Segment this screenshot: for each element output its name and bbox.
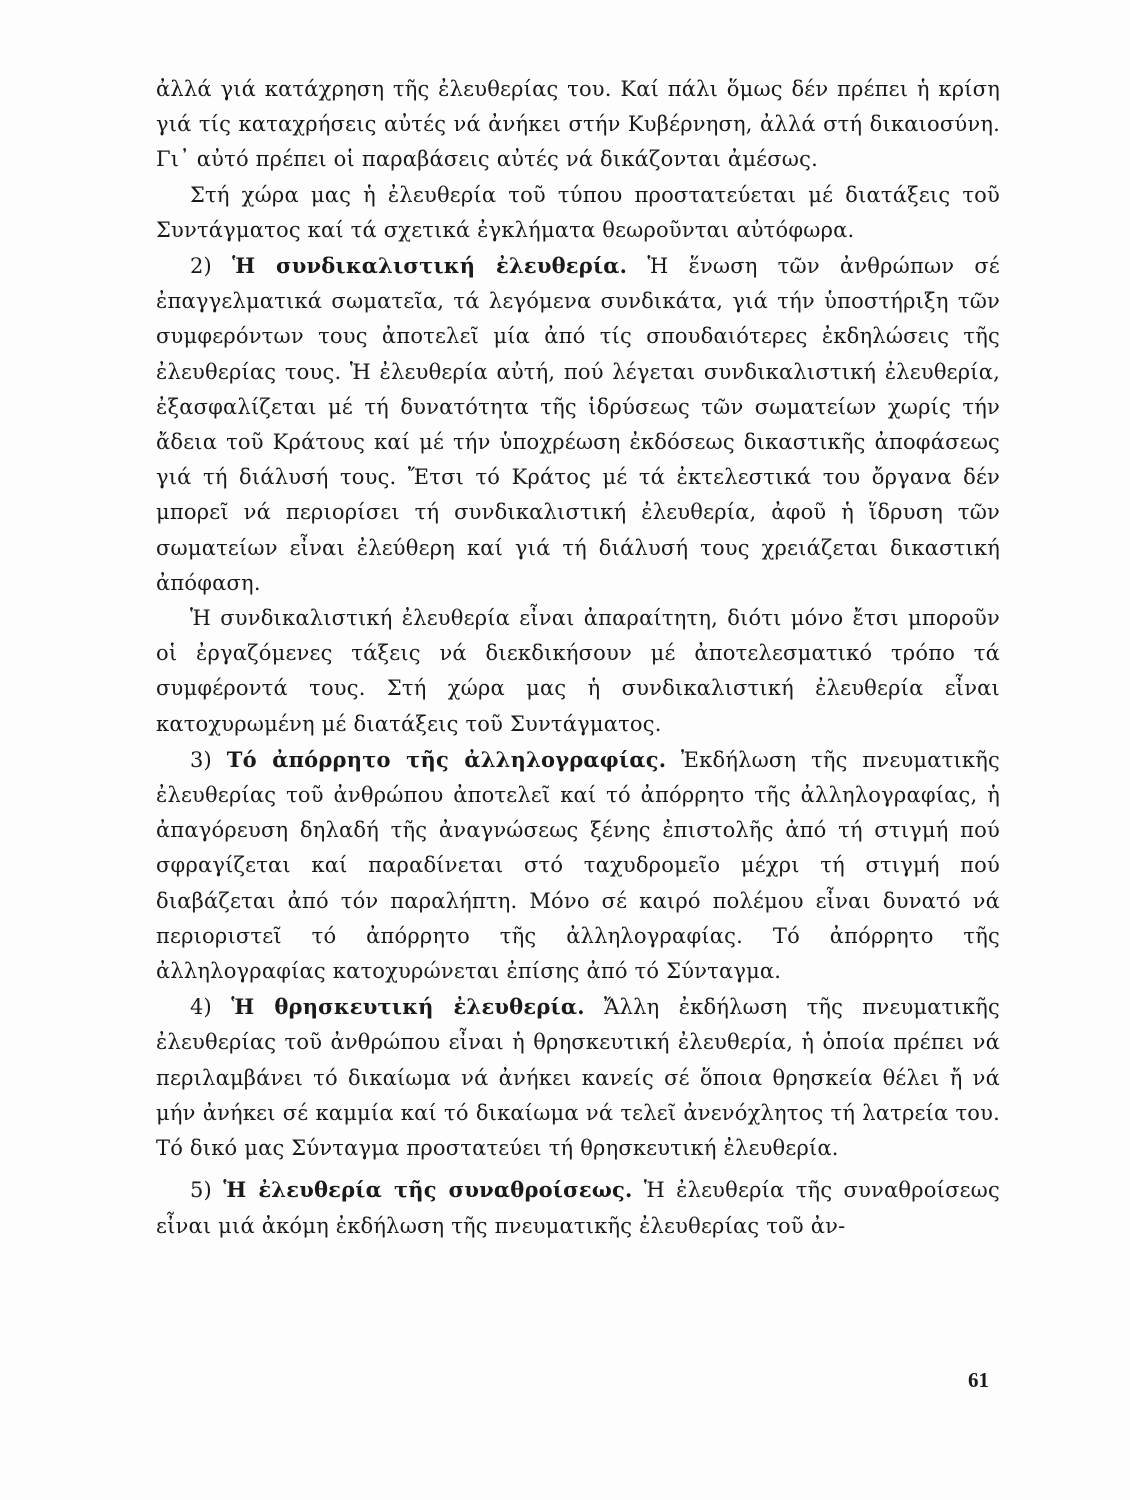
paragraph-text: Ἐκδήλωση τῆς πνευματικῆς ἐλευθερίας τοῦ ἀνθρώπου ἀποτελεῖ καί τό ἀπόρρητο τῆς ἀλληλογραφίας, ἡ ἀπαγόρευση δηλαδή τῆς ἀναγνώσεως ξένης ἐπιστολῆς ἀπό τή στιγμή πού σφραγίζεται καί παραδίνεται στό ταχυδρομεῖο μέχρι τή στιγμή πού διαβάζεται ἀπό τόν παραλήπτη. Μόνο σέ καιρό πολέμου εἶναι δυνατό νά περιοριστεῖ τό ἀπόρρητο τῆς ἀλληλογραφίας. Τό ἀπόρρητο τῆς ἀλληλογραφίας κατοχυρώνεται ἐπίσης ἀπό τό Σύνταγμα. bbox=[156, 747, 1000, 984]
section-heading: Ἡ θρησκευτική ἐλευθερία. bbox=[231, 994, 585, 1020]
body-text bbox=[156, 72, 1000, 1244]
paragraph-text: ἀλλά γιά κατάχρηση τῆς ἐλευθερίας του. Καί πάλι ὅμως δέν πρέπει ἡ κρίση γιά τίς καταχρήσεις αὐτές νά ἀνήκει στήν Κυβέρνηση, ἀλλά στή δικαιοσύνη. Γι᾽ αὐτό πρέπει οἱ παραβάσεις αὐτές νά δικάζονται ἀμέσως. bbox=[156, 77, 1000, 172]
section-assembly-freedom bbox=[156, 1172, 1000, 1243]
section-number: 3) bbox=[190, 747, 212, 772]
page-number: 61 bbox=[968, 1368, 989, 1392]
paragraph-text: Ἄλλη ἐκδήλωση τῆς πνευματικῆς ἐλευθερίας τοῦ ἀνθρώπου εἶναι ἡ θρησκευτική ἐλευθερία, ἡ ὁποία πρέπει νά περιλαμβάνει τό δικαίωμα νά ἀνήκει κανείς σέ ὅποια θρησκεία θέλει ἤ νά μήν ἀνήκει σέ καμμία καί τό δικαίωμα νά τελεῖ ἀνενόχλητος τή λατρεία του. Τό δικό μας Σύνταγμα προστατεύει τή θρησκευτική ἐλευθερία. bbox=[156, 995, 1000, 1161]
section-correspondence-secrecy bbox=[156, 742, 1000, 989]
paragraph-union-importance bbox=[156, 601, 1000, 742]
paragraph-text: Ἡ ἕνωση τῶν ἀνθρώπων σέ ἐπαγγελματικά σωματεῖα, τά λεγόμενα συνδικάτα, γιά τήν ὑποστήριξη τῶν συμφερόντων τους ἀποτελεῖ μία ἀπό τίς σπουδαιότερες ἐκδηλώσεις τῆς ἐλευθερίας τους. Ἡ ἐλευθερία αὐτή, πού λέγεται συνδικαλιστική ἐλευθερία, ἐξασφαλίζεται μέ τή δυνατότητα τῆς ἱδρύσεως τῶν σωματείων χωρίς τήν ἄδεια τοῦ Κράτους καί μέ τήν ὑποχρέωση ἐκδόσεως δικαστικῆς ἀποφάσεως γιά τή διάλυσή τους. Ἔτσι τό Κράτος μέ τά ἐκτελεστικά του ὄργανα δέν μπορεῖ νά περιορίσει τή συνδικαλιστική ἐλευθερία, ἀφοῦ ἡ ἵδρυση τῶν σωματείων εἶναι ἐλεύθερη καί γιά τή διάλυσή τους χρειάζεται δικαστική ἀπόφαση. bbox=[156, 254, 1000, 595]
section-religious-freedom bbox=[156, 989, 1000, 1166]
section-number: 2) bbox=[190, 254, 212, 279]
section-number: 5) bbox=[190, 1178, 212, 1203]
paragraph-text: Στή χώρα μας ἡ ἐλευθερία τοῦ τύπου προστατεύεται μέ διατάξεις τοῦ Συντάγματος καί τά σχετικά ἐγκλήματα θεωροῦνται αὐτόφωρα. bbox=[156, 182, 1000, 242]
section-heading: Ἡ συνδικαλιστική ἐλευθερία. bbox=[232, 253, 628, 279]
paragraph-text: Ἡ ἐλευθερία τῆς συναθροίσεως εἶναι μιά ἀκόμη ἐκδήλωση τῆς πνευματικῆς ἐλευθερίας τοῦ ἀν- bbox=[156, 1178, 1000, 1238]
paragraph-text: Ἡ συνδικαλιστική ἐλευθερία εἶναι ἀπαραίτητη, διότι μόνο ἔτσι μποροῦν οἱ ἐργαζόμενες τάξεις νά διεκδικήσουν μέ ἀποτελεσματικό τρόπο τά συμφέροντά τους. Στή χώρα μας ἡ συνδικαλιστική ἐλευθερία εἶναι κατοχυρωμένη μέ διατάξεις τοῦ Συντάγματος. bbox=[156, 606, 1000, 736]
section-heading: Ἡ ἐλευθερία τῆς συναθροίσεως. bbox=[223, 1177, 633, 1203]
section-number: 4) bbox=[190, 995, 212, 1020]
paragraph-continuation bbox=[156, 72, 1000, 178]
section-union-freedom bbox=[156, 248, 1000, 601]
paragraph-press-freedom bbox=[156, 178, 1000, 248]
section-heading: Τό ἀπόρρητο τῆς ἀλληλογραφίας. bbox=[226, 746, 667, 772]
